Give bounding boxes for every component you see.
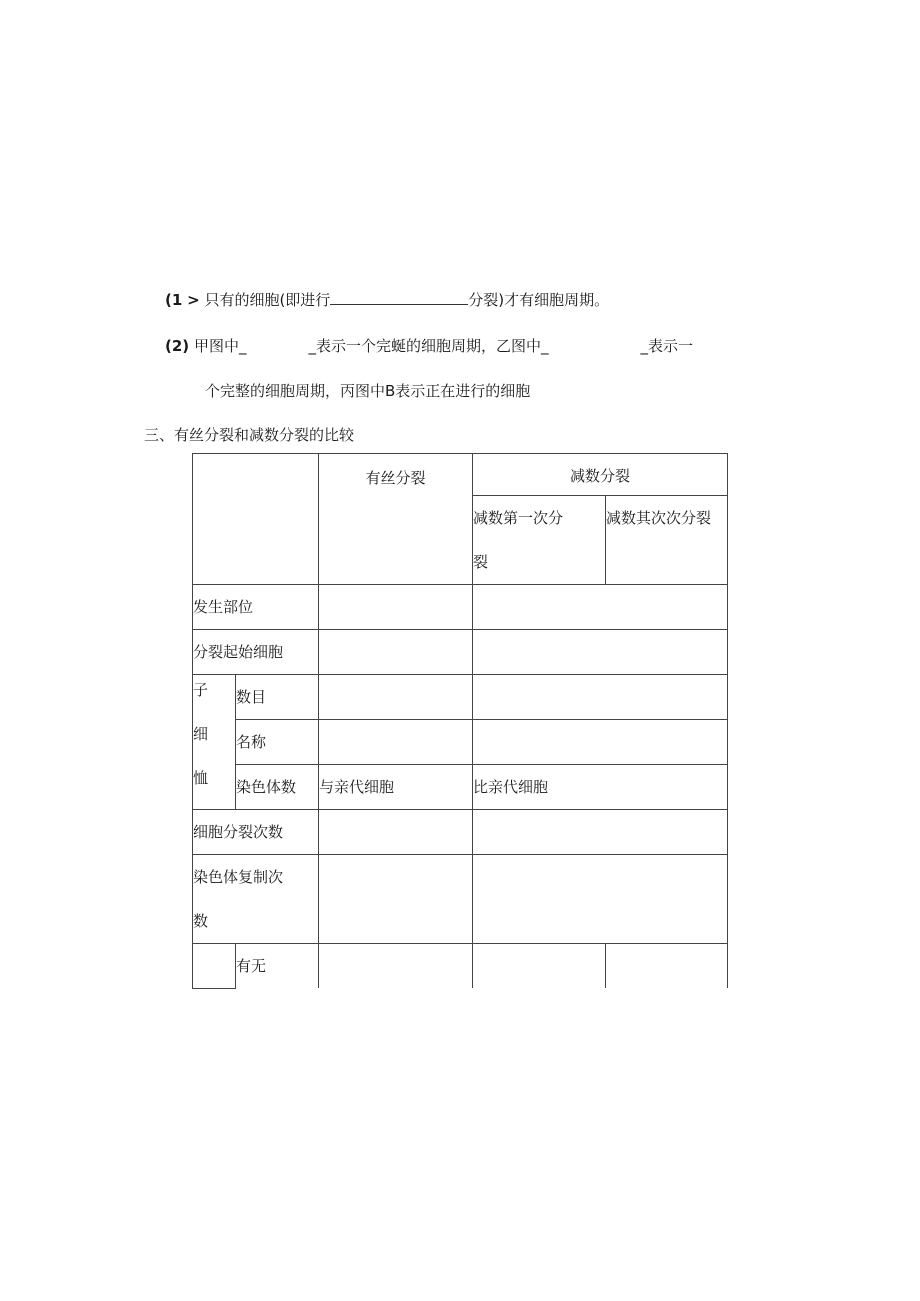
question-1-blank[interactable] [330, 290, 468, 305]
comparison-table [192, 453, 728, 989]
row-daughter-group-cell [193, 675, 236, 810]
row-site-label: 发生部位 [193, 598, 254, 616]
row-presence-label: 有无 [236, 957, 267, 975]
table-corner-cell [193, 454, 319, 585]
row-chromosome-label: 染色体数 [236, 778, 297, 796]
row-start-cell-label: 分裂起始细胞 [193, 643, 284, 661]
row-daughter-char-2: 细 [193, 725, 209, 743]
question-1-number: (1 [165, 291, 183, 309]
row-division-times-label-cell [193, 810, 319, 855]
header-meiosis2-cell [606, 496, 728, 585]
question-1-gt: > [187, 291, 200, 309]
question-2 [165, 335, 693, 356]
row-chromosome-mitosis: 与亲代细胞 [319, 778, 395, 796]
row-start-cell-meiosis[interactable] [473, 630, 728, 675]
question-2-blank-2[interactable] [548, 337, 640, 351]
section-title: 三、有丝分裂和减数分裂的比较 [144, 426, 355, 444]
row-division-times-label: 细胞分裂次数 [193, 823, 284, 841]
row-presence-mitosis[interactable] [319, 944, 473, 989]
header-meiosis1-cell [473, 496, 606, 585]
question-2-number: (2) [165, 337, 190, 355]
header-meiosis2: 减数其次次分裂 [606, 509, 712, 527]
header-mitosis-cell [319, 454, 473, 585]
row-count-meiosis[interactable] [473, 675, 728, 720]
question-2-text-a: 甲图中_ [193, 337, 247, 355]
row-daughter-char-1: 子 [193, 681, 209, 699]
row-replication-times-mitosis[interactable] [319, 855, 473, 944]
question-2-text-c: _表示一 [640, 337, 693, 355]
question-1-text-b: 分裂)才有细胞周期。 [468, 291, 610, 309]
row-name-label: 名称 [236, 733, 267, 751]
row-daughter-char-3: 恤 [193, 769, 209, 787]
header-meiosis1: 减数第一次分裂 [473, 509, 564, 571]
row-presence-group-cell [193, 944, 236, 989]
header-meiosis-cell [473, 454, 728, 496]
question-2-line-2: 个完整的细胞周期，丙图中B表示正在进行的细胞 [205, 382, 531, 400]
row-count-label-cell [236, 675, 319, 720]
row-name-label-cell [236, 720, 319, 765]
row-chromosome-meiosis: 比亲代细胞 [473, 778, 549, 796]
question-1-text-a: 只有的细胞(即进行 [204, 291, 331, 309]
row-site-label-cell [193, 585, 319, 630]
row-site-mitosis[interactable] [319, 585, 473, 630]
row-presence-label-cell [236, 944, 319, 989]
row-division-times-mitosis[interactable] [319, 810, 473, 855]
row-division-times-meiosis[interactable] [473, 810, 728, 855]
row-replication-times-label-cell [193, 855, 319, 944]
row-chromosome-mitosis-cell[interactable] [319, 765, 473, 810]
row-site-meiosis[interactable] [473, 585, 728, 630]
row-name-meiosis[interactable] [473, 720, 728, 765]
question-2-text-b: _表示一个完蜒的细胞周期，乙图中_ [308, 337, 549, 355]
row-replication-times-label: 染色体复制次数 [193, 868, 284, 930]
row-presence-meiosis1[interactable] [473, 944, 606, 989]
header-meiosis: 减数分裂 [569, 467, 630, 485]
header-mitosis: 有丝分裂 [365, 469, 426, 487]
row-chromosome-meiosis-cell[interactable] [473, 765, 728, 810]
row-presence-meiosis2[interactable] [606, 944, 728, 989]
row-start-cell-mitosis[interactable] [319, 630, 473, 675]
row-replication-times-meiosis[interactable] [473, 855, 728, 944]
question-1 [165, 289, 609, 310]
question-2-blank-1[interactable] [246, 337, 308, 351]
row-name-mitosis[interactable] [319, 720, 473, 765]
row-count-label: 数目 [236, 688, 267, 706]
row-count-mitosis[interactable] [319, 675, 473, 720]
row-chromosome-label-cell [236, 765, 319, 810]
row-start-cell-label-cell [193, 630, 319, 675]
